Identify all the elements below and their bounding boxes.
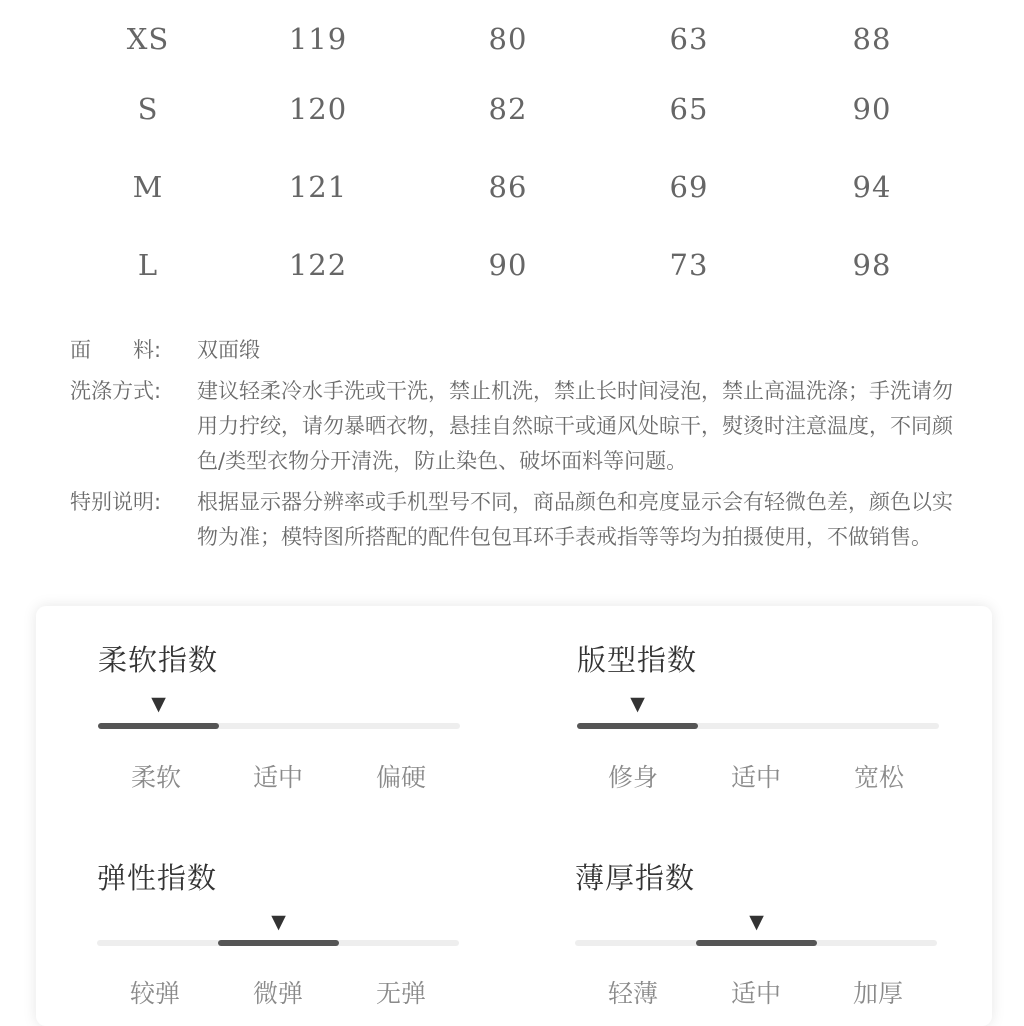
index-title: 柔软指数: [98, 643, 219, 677]
index-option: 轻薄: [607, 979, 659, 1008]
index-fill: [98, 723, 219, 729]
size-value: 90: [488, 248, 528, 282]
marker-down-icon: ▼: [151, 693, 166, 715]
index-track: [577, 723, 939, 729]
index-title: 版型指数: [577, 643, 698, 677]
index-option: 偏硬: [375, 763, 427, 792]
index-track: [575, 940, 937, 946]
index-option: 无弹: [375, 979, 427, 1008]
size-value: 69: [669, 170, 709, 204]
index-option: 适中: [252, 763, 304, 792]
index-option: 较弹: [129, 979, 181, 1008]
size-value: 90: [852, 92, 892, 126]
size-value: 94: [852, 170, 892, 204]
size-value: 88: [852, 22, 892, 56]
index-card: [36, 606, 992, 1026]
info-label: 洗涤方式:: [70, 379, 162, 403]
index-fit: [577, 638, 939, 792]
index-fill: [577, 723, 698, 729]
index-track: [97, 940, 459, 946]
index-option: 柔软: [130, 763, 182, 792]
index-option: 修身: [607, 763, 659, 792]
size-value: 80: [488, 22, 528, 56]
info-fabric: [70, 333, 1000, 368]
index-title: 弹性指数: [97, 861, 218, 895]
index-elasticity: [97, 856, 459, 1008]
index-option: 加厚: [852, 979, 904, 1008]
index-fill: [696, 940, 817, 946]
index-softness: [98, 638, 460, 792]
index-thickness: [575, 856, 937, 1008]
index-option: 适中: [730, 763, 782, 792]
index-option: 微弹: [252, 979, 304, 1008]
size-value: 119: [288, 22, 348, 56]
index-option: 适中: [730, 979, 782, 1008]
info-text: 双面缎: [197, 338, 260, 362]
size-row-l: [0, 248, 1024, 288]
size-label: L: [137, 248, 159, 282]
marker-down-icon: ▼: [271, 911, 286, 933]
info-label: 面 料:: [70, 338, 162, 362]
index-option: 宽松: [853, 763, 905, 792]
info-label: 特别说明:: [70, 490, 162, 514]
index-track: [98, 723, 460, 729]
size-value: 65: [669, 92, 709, 126]
size-value: 82: [488, 92, 528, 126]
size-label: M: [132, 170, 164, 204]
size-label: S: [137, 92, 159, 126]
size-row-s: [0, 92, 1024, 132]
info-text: 建议轻柔冷水手洗或干洗，禁止机洗，禁止长时间浸泡，禁止高温洗涤；手洗请勿用力拧绞，请勿暴晒衣物，悬挂自然晾干或通风处晾干，熨烫时注意温度，不同颜色/类型衣物分开清洗，防止染色、破坏面料等问题。: [197, 379, 953, 473]
size-label: XS: [126, 22, 170, 56]
info-special-note: [70, 485, 1000, 555]
info-text: 根据显示器分辨率或手机型号不同，商品颜色和亮度显示会有轻微色差，颜色以实物为准；模特图所搭配的配件包包耳环手表戒指等等均为拍摄使用，不做销售。: [197, 490, 953, 549]
index-fill: [218, 940, 339, 946]
size-row-m: [0, 170, 1024, 210]
size-value: 120: [288, 92, 348, 126]
size-value: 98: [852, 248, 892, 282]
size-value: 122: [288, 248, 348, 282]
size-row-xs: [0, 22, 1024, 62]
info-washing: [70, 374, 1000, 479]
size-value: 73: [669, 248, 709, 282]
size-value: 121: [288, 170, 348, 204]
size-value: 86: [488, 170, 528, 204]
product-info: [70, 333, 1000, 561]
index-title: 薄厚指数: [575, 861, 696, 895]
size-value: 63: [669, 22, 709, 56]
marker-down-icon: ▼: [749, 911, 764, 933]
marker-down-icon: ▼: [630, 693, 645, 715]
